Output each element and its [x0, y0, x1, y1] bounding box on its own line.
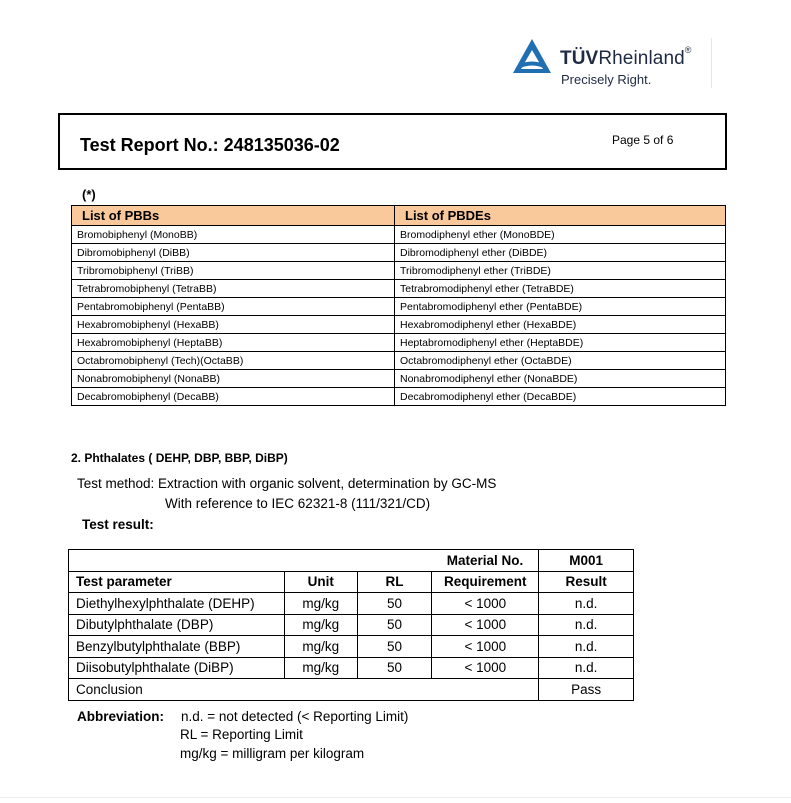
pbb-column-header: List of PBBs	[72, 206, 395, 226]
table-row	[69, 636, 634, 658]
conclusion-label: Conclusion	[69, 679, 539, 701]
pbde-cell: Nonabromodiphenyl ether (NonaBDE)	[395, 370, 726, 388]
rl-cell: 50	[357, 636, 432, 658]
pbb-header-row	[72, 206, 726, 226]
table-row	[72, 280, 726, 298]
report-title: Test Report No.: 248135036-02	[80, 135, 340, 155]
brand-bold: TÜV	[560, 48, 599, 69]
table-row	[72, 352, 726, 370]
pbde-column-header: List of PBDEs	[395, 206, 726, 226]
results-header-row	[69, 571, 634, 593]
pbb-cell: Hexabromobiphenyl (HexaBB)	[72, 316, 395, 334]
header-result: Result	[539, 571, 634, 593]
registered-mark: ®	[684, 45, 692, 55]
test-result-label: Test result:	[82, 517, 154, 532]
parameter-cell: Diethylhexylphthalate (DEHP)	[69, 593, 285, 615]
material-row	[69, 550, 634, 572]
pbde-cell: Tribromodiphenyl ether (TriBDE)	[395, 262, 726, 280]
table-row	[72, 244, 726, 262]
result-cell: n.d.	[539, 614, 634, 636]
report-header-box	[58, 113, 727, 170]
abbreviation-line: RL = Reporting Limit	[180, 727, 303, 742]
table-row	[72, 226, 726, 244]
parameter-cell: Dibutylphthalate (DBP)	[69, 614, 285, 636]
header-unit: Unit	[284, 571, 357, 593]
result-cell: n.d.	[539, 593, 634, 615]
pbb-cell: Pentabromobiphenyl (PentaBB)	[72, 298, 395, 316]
table-row	[72, 370, 726, 388]
page-number: Page 5 of 6	[612, 133, 674, 147]
table-row	[72, 262, 726, 280]
pbde-cell: Heptabromodiphenyl ether (HeptaBDE)	[395, 334, 726, 352]
table-row	[72, 316, 726, 334]
rl-cell: 50	[357, 614, 432, 636]
unit-cell: mg/kg	[284, 593, 357, 615]
phthalates-results-table	[68, 549, 634, 701]
conclusion-row	[69, 679, 634, 701]
parameter-cell: Benzylbutylphthalate (BBP)	[69, 636, 285, 658]
pbb-cell: Nonabromobiphenyl (NonaBB)	[72, 370, 395, 388]
pbb-cell: Octabromobiphenyl (Tech)(OctaBB)	[72, 352, 395, 370]
abbreviation-label: Abbreviation:	[77, 709, 165, 724]
result-cell: n.d.	[539, 636, 634, 658]
table-row	[72, 298, 726, 316]
result-cell: n.d.	[539, 657, 634, 679]
pbb-cell: Tribromobiphenyl (TriBB)	[72, 262, 395, 280]
pbb-pbde-table	[71, 205, 726, 406]
header-rl: RL	[357, 571, 432, 593]
unit-cell: mg/kg	[284, 614, 357, 636]
pbde-cell: Decabromodiphenyl ether (DecaBDE)	[395, 388, 726, 406]
table-row	[69, 614, 634, 636]
conclusion-value: Pass	[539, 679, 634, 701]
test-method-reference: With reference to IEC 62321-8 (111/321/CD)	[165, 496, 431, 511]
material-label: Material No.	[432, 550, 539, 572]
material-row-blank	[69, 550, 432, 572]
rl-cell: 50	[357, 657, 432, 679]
tuv-logo	[512, 36, 717, 92]
requirement-cell: < 1000	[432, 657, 539, 679]
abbreviation-line: mg/kg = milligram per kilogram	[180, 746, 365, 761]
test-method: Test method: Extraction with organic solvent, determination by GC-MS	[77, 476, 497, 491]
pbde-cell: Bromodiphenyl ether (MonoBDE)	[395, 226, 726, 244]
pbb-cell: Bromobiphenyl (MonoBB)	[72, 226, 395, 244]
pbde-cell: Tetrabromodiphenyl ether (TetraBDE)	[395, 280, 726, 298]
logo-divider	[711, 38, 712, 88]
unit-cell: mg/kg	[284, 636, 357, 658]
table-row	[69, 657, 634, 679]
rl-cell: 50	[357, 593, 432, 615]
brand-name	[560, 45, 692, 70]
requirement-cell: < 1000	[432, 593, 539, 615]
abbreviation-line: n.d. = not detected (< Reporting Limit)	[181, 709, 409, 724]
pbde-cell: Hexabromodiphenyl ether (HexaBDE)	[395, 316, 726, 334]
tuv-triangle-icon	[512, 38, 552, 74]
pbde-cell: Dibromodiphenyl ether (DiBDE)	[395, 244, 726, 262]
pbb-cell: Decabromobiphenyl (DecaBB)	[72, 388, 395, 406]
table-row	[72, 334, 726, 352]
pbb-cell: Tetrabromobiphenyl (TetraBB)	[72, 280, 395, 298]
parameter-cell: Diisobutylphthalate (DiBP)	[69, 657, 285, 679]
footer-divider	[0, 797, 791, 798]
unit-cell: mg/kg	[284, 657, 357, 679]
footnote-marker: (*)	[82, 187, 96, 202]
brand-rest: Rheinland	[598, 48, 685, 69]
material-id: M001	[539, 550, 634, 572]
pbde-cell: Octabromodiphenyl ether (OctaBDE)	[395, 352, 726, 370]
header-test-parameter: Test parameter	[69, 571, 285, 593]
section-title-phthalates: 2. Phthalates ( DEHP, DBP, BBP, DiBP)	[71, 451, 288, 465]
header-requirement: Requirement	[432, 571, 539, 593]
requirement-cell: < 1000	[432, 614, 539, 636]
table-row	[69, 593, 634, 615]
pbde-cell: Pentabromodiphenyl ether (PentaBDE)	[395, 298, 726, 316]
requirement-cell: < 1000	[432, 636, 539, 658]
brand-tagline: Precisely Right.	[561, 72, 652, 87]
pbb-cell: Dibromobiphenyl (DiBB)	[72, 244, 395, 262]
table-row	[72, 388, 726, 406]
pbb-cell: Hexabromobiphenyl (HeptaBB)	[72, 334, 395, 352]
